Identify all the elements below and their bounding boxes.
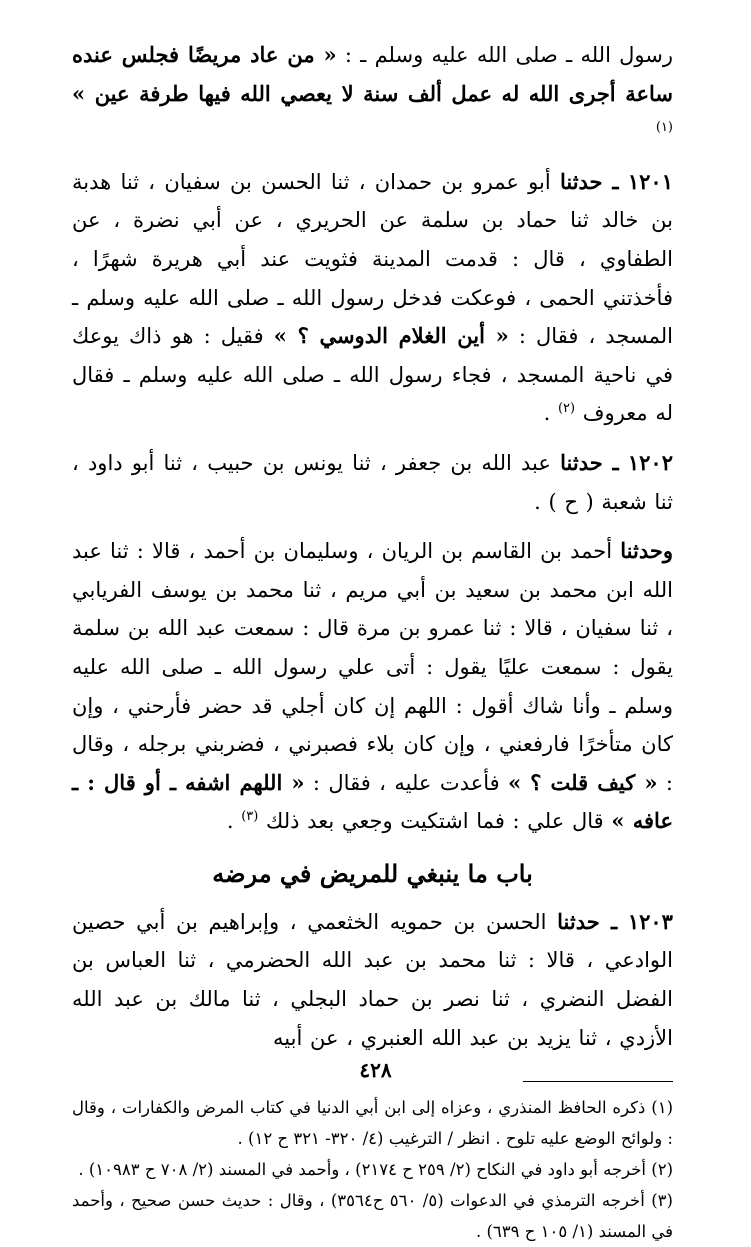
- hadith-1203: [72, 903, 673, 1057]
- footnote-ref-2: (٢): [557, 401, 576, 417]
- prophetic-quote: « أين الغلام الدوسي ؟ »: [273, 323, 509, 349]
- hadith-text: فقيل : هو ذاك يوعك في ناحية المسجد ، فجاء رسول الله ـ صلى الله عليه وسلم ـ فقال له معروف: [72, 324, 673, 426]
- intro-text: رسول الله ـ صلى الله عليه وسلم ـ :: [344, 43, 673, 67]
- page-number: ٤٢٨: [359, 1058, 392, 1082]
- hadith-end: .: [226, 809, 234, 834]
- chapter-heading: باب ما ينبغي للمريض في مرضه: [212, 858, 533, 888]
- hadith-text: الحسن بن حمويه الخثعمي ، وإبراهيم بن أبي حصين الوادعي ، قالا : ثنا محمد بن عبد الله الحضرمي ، ثنا العباس بن الفضل النضري ، ثنا نصر بن حماد البجلي ، ثنا مالك بن عبد الله الأزدي ، ثنا يزيد بن عبد الله العنبري ، عن أبيه: [72, 909, 673, 1050]
- intro-paragraph: [72, 36, 673, 152]
- hadith-text: أبو عمرو بن حمدان ، ثنا الحسن بن سفيان ، ثنا هدبة بن خالد ثنا حماد بن سلمة عن الحريري ، عن أبي نضرة ، عن الطفاوي ، قال : قدمت المدينة فثويت عند أبي هريرة شهرًا ، فأخذتني الحمى ، فوعكت فدخل رسول الله ـ صلى الله عليه وسلم ـ المسجد ، فقال :: [72, 169, 673, 349]
- hadith-1202: [72, 444, 673, 521]
- footnote-ref-1: (١): [655, 120, 673, 136]
- footnote-2: (٢) أخرجه أبو داود في النكاح (٢/ ٢٥٩ ح ٢١٧٤) ، وأحمد في المسند (٢/ ٧٠٨ ح ١٠٩٨٣) .: [78, 1160, 673, 1180]
- footnotes: [72, 1092, 673, 1247]
- hadith-text: فأعدت عليه ، فقال :: [312, 770, 500, 795]
- hadith-1202-alt-chain: [72, 532, 673, 841]
- hadith-lead: ـ حدثنا: [559, 168, 619, 194]
- hadith-text: قال علي : فما اشتكيت وجعي بعد ذلك: [266, 809, 604, 834]
- footnote-3: (٣) أخرجه الترمذي في الدعوات (٥/ ٥٦٠ ح٣٥٦٤) ، وقال : حديث حسن صحيح ، وأحمد في المسند (١/ ١٠٥ ح ٦٣٩) .: [72, 1191, 673, 1242]
- hadith-1201: [72, 163, 673, 433]
- hadith-text: عبد الله بن جعفر ، ثنا يونس بن حبيب ، ثنا أبو داود ، ثنا شعبة ( ح ) .: [72, 450, 673, 514]
- hadith-number: ١٢٠٢: [627, 449, 673, 475]
- prophetic-quote: « كيف قلت ؟ »: [508, 769, 658, 795]
- footnote-1: (١) ذكره الحافظ المنذري ، وعزاه إلى ابن أبي الدنيا في كتاب المرض والكفارات ، وقال : ولوائح الوضع عليه تلوح . انظر / الترغيب (٤/ ٣٢٠- ٣٢١ ح ١٢) .: [72, 1098, 673, 1149]
- prophetic-quote: « اللهم اشفه ـ أو قال : ـ عافه »: [72, 769, 673, 834]
- footnote-ref-3: (٣): [241, 809, 259, 825]
- prophetic-quote: « من عاد مريضًا فجلس عنده ساعة أجرى الله له عمل ألف سنة لا يعصي الله فيها طرفة عين »: [72, 42, 673, 106]
- hadith-number: ١٢٠١: [627, 168, 673, 194]
- hadith-number: ١٢٠٣: [627, 908, 673, 934]
- hadith-lead: وحدثنا: [620, 538, 673, 564]
- hadith-lead: ـ حدثنا: [557, 908, 618, 934]
- hadith-end: .: [543, 401, 551, 426]
- hadith-text: أحمد بن القاسم بن الريان ، وسليمان بن أحمد ، قالا : ثنا عبد الله ابن محمد بن سعيد بن أبي مريم ، ثنا محمد بن يوسف الفريابي ، ثنا سفيان ، قالا : ثنا عمرو بن مرة قال : سمعت عبد الله بن سلمة يقول : سمعت عليًا يقول : أتى علي رسول الله ـ صلى الله عليه وسلم ـ وأنا شاك أقول : اللهم إن كان أجلي قد حضر فأرحني ، وإن كان متأخرًا فارفعني ، وإن كان بلاء فصبرني ، فضربني برجله ، وقال :: [72, 539, 673, 795]
- hadith-lead: ـ حدثنا: [560, 449, 619, 475]
